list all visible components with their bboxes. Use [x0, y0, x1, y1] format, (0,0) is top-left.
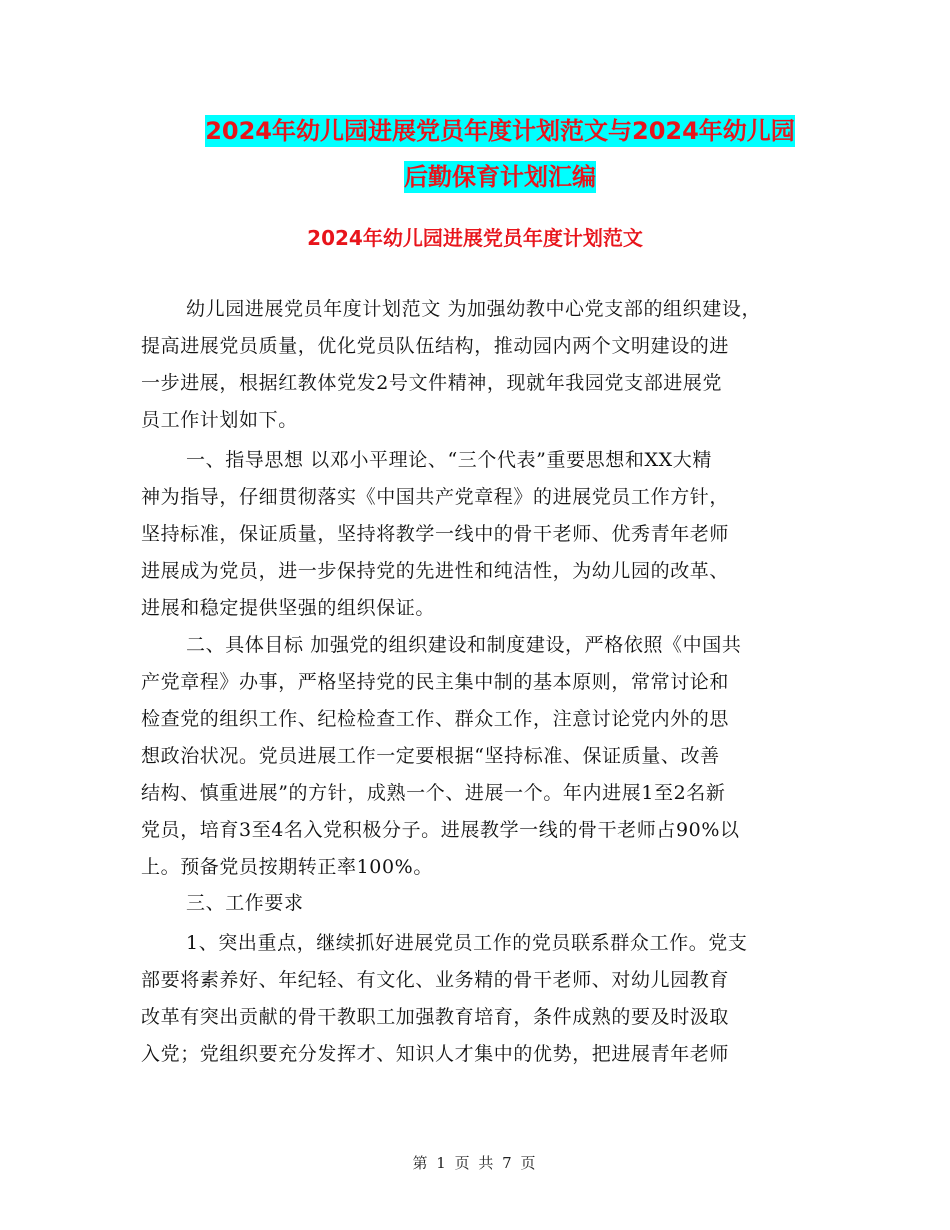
paragraph-line: 幼儿园进展党员年度计划范文 为加强幼教中心党支部的组织建设，	[186, 298, 762, 320]
document-title-line-1	[140, 108, 860, 154]
paragraph-line: 产党章程》办事，严格坚持党的民主集中制的基本原则，常常讨论和	[141, 671, 730, 693]
paragraph-line: 一、指导思想 以邓小平理论、“三个代表”重要思想和XX大精	[186, 449, 712, 471]
paragraph-line: 进展成为党员，进一步保持党的先进性和纯洁性，为幼儿园的改革、	[141, 560, 730, 582]
paragraph-line: 想政治状况。党员进展工作一定要根据“坚持标准、保证质量、改善	[141, 745, 720, 767]
paragraph-line: 结构、慎重进展”的方针，成熟一个、进展一个。年内进展1至2名新	[141, 782, 726, 804]
paragraph-line: 三、工作要求	[186, 892, 304, 914]
document-title-highlight-2: 后勤保育计划汇编	[404, 163, 596, 191]
paragraph-line: 入党；党组织要充分发挥才、知识人才集中的优势，把进展青年老师	[141, 1043, 730, 1065]
paragraph-line: 一步进展，根据红教体党发2号文件精神，现就年我园党支部进展党	[141, 372, 723, 394]
paragraph-line: 坚持标准，保证质量，坚持将教学一线中的骨干老师、优秀青年老师	[141, 523, 730, 545]
paragraph-line: 检查党的组织工作、纪检检查工作、群众工作，注意讨论党内外的思	[141, 708, 730, 730]
paragraph-line: 二、具体目标 加强党的组织建设和制度建设，严格依照《中国共	[186, 634, 742, 656]
section-title: 2024年幼儿园进展党员年度计划范文	[307, 226, 643, 250]
paragraph-line: 党员，培育3至4名入党积极分子。进展教学一线的骨干老师占90%以	[141, 819, 740, 841]
paragraph-line: 员工作计划如下。	[141, 409, 298, 431]
paragraph-line: 进展和稳定提供坚强的组织保证。	[141, 597, 436, 619]
paragraph-line: 改革有突出贡献的骨干教职工加强教育培育，条件成熟的要及时汲取	[141, 1006, 730, 1028]
paragraph-line: 提高进展党员质量，优化党员队伍结构，推动园内两个文明建设的进	[141, 335, 730, 357]
paragraph-line: 1、突出重点，继续抓好进展党员工作的党员联系群众工作。党支	[186, 932, 748, 954]
paragraph-line: 上。预备党员按期转正率100%。	[141, 856, 433, 878]
document-title-highlight-1: 2024年幼儿园进展党员年度计划范文与2024年幼儿园	[205, 117, 795, 145]
page-footer: 第 1 页 共 7 页	[412, 1154, 538, 1172]
paragraph-line: 部要将素养好、年纪轻、有文化、业务精的骨干老师、对幼儿园教育	[141, 969, 730, 991]
document-title-line-2	[140, 154, 860, 200]
paragraph-line: 神为指导，仔细贯彻落实《中国共产党章程》的进展党员工作方针，	[141, 486, 730, 508]
